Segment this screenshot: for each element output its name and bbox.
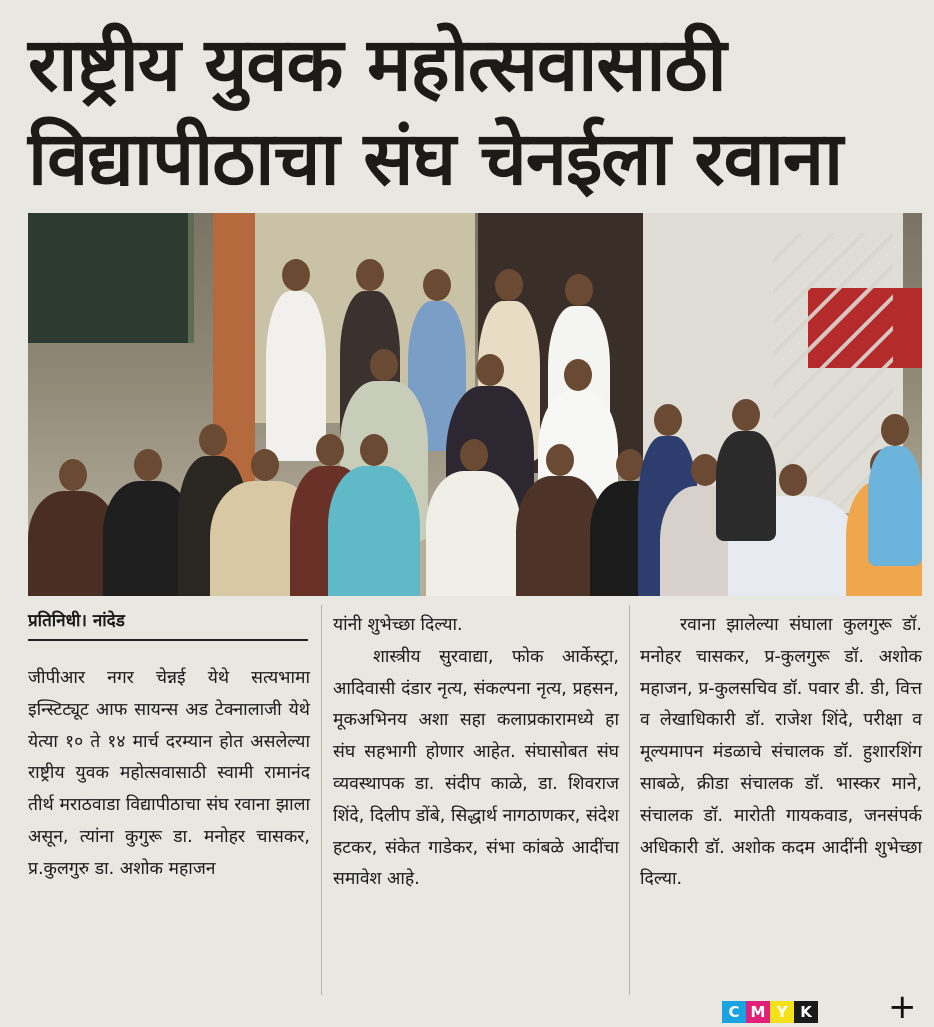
photo-person-head [732,399,760,431]
headline-line-1: राष्ट्रीय युवक महोत्सवासाठी [28,22,726,108]
cmyk-swatch: M [746,1001,770,1023]
photo-person-head [59,459,87,491]
photo-person-head [691,454,719,486]
photo-person-head [251,449,279,481]
article-column-2 [333,610,619,896]
headline [28,18,918,206]
photo-person-head [460,439,488,471]
column-2-paragraph-2: शास्त्रीय सुरवाद्या, फोक आर्केस्ट्रा, आदिवासी दंडार नृत्य, संकल्पना नृत्य, प्रहसन, मूकअभिनय अशा सहा कलाप्रकारामध्ये हा संघ सहभागी होणार आहेत. संघासोबत संघ व्यवस्थापक डा. संदीप काळे, डा. शिवराज शिंदे, दिलीप डोंबे, सिद्धार्थ नागठाणकर, संदेश हटकर, संकेत गाडेकर, संभा कांबळे आदींचा समावेश आहे. [333,646,619,890]
column-3-paragraph: रवाना झालेल्या संघाला कुलगुरू डॉ. मनोहर चासकर, प्र-कुलगुरू डॉ. अशोक महाजन, प्र-कुलसचिव डॉ. पवार डी. डी, वित्त व लेखाधिकारी डॉ. राजेश शिंदे, परीक्षा व मूल्यमापन मंडळाचे संचालक डॉ. हुशारशिंग साबळे, क्रीडा संचालक डॉ. भास्कर माने, संचालक डॉ. मारोती गायकवाड, जनसंपर्क अधिकारी डॉ. अशोक कदम आदींनी शुभेच्छा दिल्या. [640,615,922,890]
photo-person-head [881,414,909,446]
article-column-1 [28,663,310,886]
photo-person [328,466,420,596]
photo-person [716,431,776,541]
photo-person-head [134,449,162,481]
cmyk-swatch: C [722,1001,746,1023]
column-2-paragraph-1: यांनी शुभेच्छा दिल्या. [333,615,463,635]
photo-person-head [779,464,807,496]
photo-person-head [565,274,593,306]
cmyk-swatch: K [794,1001,818,1023]
byline: प्रतिनिधी। नांदेड [28,608,308,641]
group-photo [28,213,922,596]
cmyk-color-bar [722,1001,818,1023]
article-column-3 [640,610,922,896]
column-divider [629,605,630,995]
cmyk-swatch: Y [770,1001,794,1023]
photo-window [28,213,194,343]
registration-mark: + [888,987,917,1027]
photo-person-head [370,349,398,381]
photo-person-head [564,359,592,391]
photo-person-head [316,434,344,466]
photo-person-head [282,259,310,291]
photo-person-head [495,269,523,301]
photo-person-head [360,434,388,466]
photo-person-head [546,444,574,476]
photo-person [426,471,521,596]
photo-person-head [423,269,451,301]
column-1-paragraph: जीपीआर नगर चेन्नई येथे सत्यभामा इन्स्टिट्यूट आफ सायन्स अड टेक्नालाजी येथे येत्या १० ते १४ मार्च दरम्यान होत असलेल्या राष्ट्रीय युवक महोत्सवासाठी स्वामी रामानंद तीर्थ मराठवाडा विद्यापीठाचा संघ रवाना झाला असून, त्यांना कुगुरू डा. मनोहर चासकर, प्र.कुलगुरु डा. अशोक महाजन [28,668,310,879]
headline-line-2: विद्यापीठाचा संघ चेनईला रवाना [28,116,843,202]
photo-person-head [476,354,504,386]
photo-person-head [654,404,682,436]
column-divider [321,605,322,995]
photo-person [266,291,326,461]
photo-person [868,446,922,566]
photo-person-head [356,259,384,291]
photo-person-head [199,424,227,456]
